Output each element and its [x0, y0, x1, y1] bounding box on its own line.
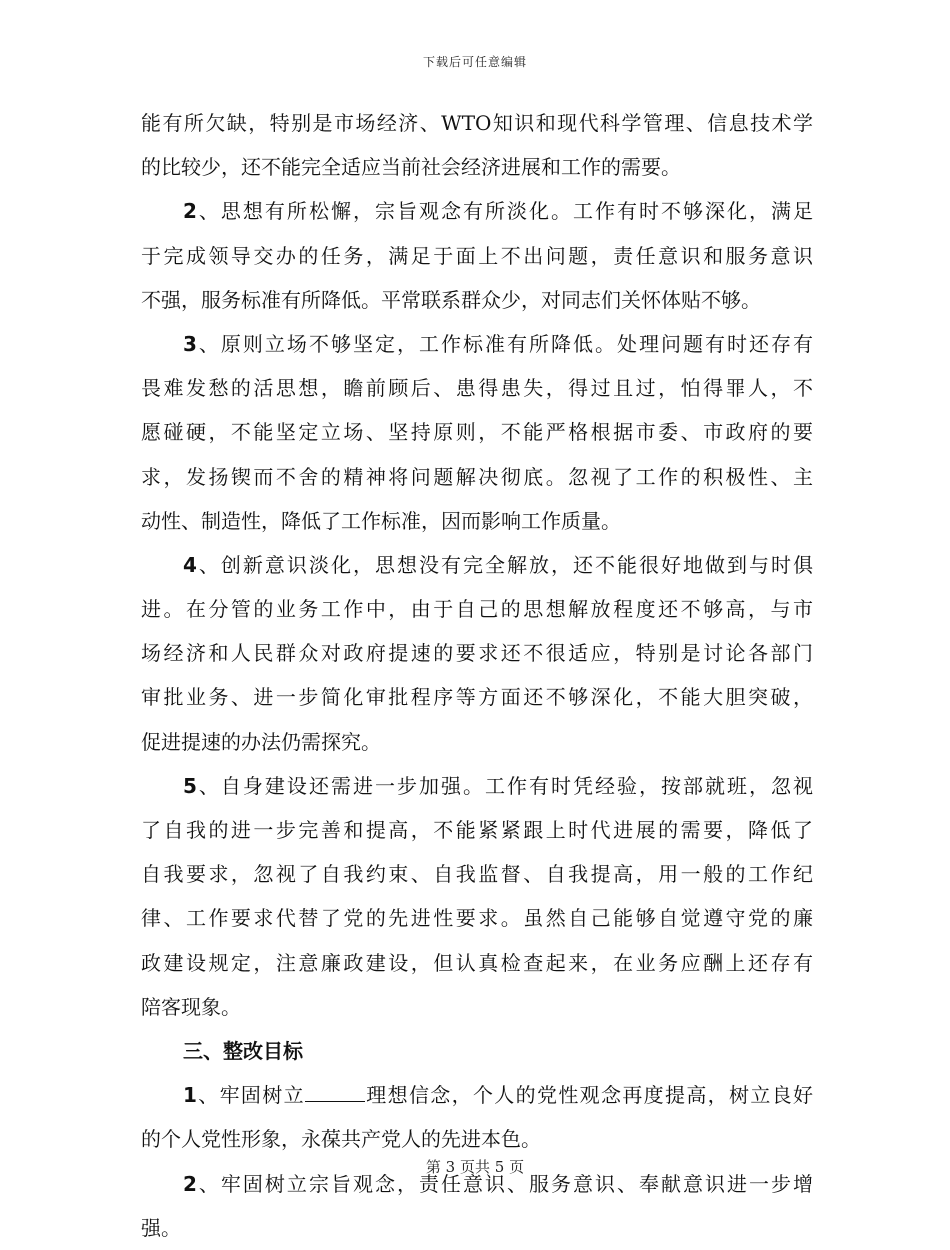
text-run: 理想信念，个人的党性观念再度提高，树立良好 — [364, 1083, 813, 1108]
text-line: 的比较少，还不能完全适应当前社会经济进展和工作的需要。 — [141, 155, 681, 180]
text-line: 愿碰硬，不能坚定立场、坚持原则，不能严格根据市委、市政府的要 — [141, 420, 813, 445]
text-line: 求，发扬锲而不舍的精神将问题解决彻底。忽视了工作的积极性、主 — [141, 464, 813, 489]
paragraph-continuation — [141, 101, 813, 189]
item-number: 3 — [183, 331, 197, 356]
text-line: 能有所欠缺，特别是市场经济、WTO知识和现代科学管理、信息技术学 — [141, 111, 813, 135]
fill-in-blank — [305, 1083, 365, 1102]
item-number: 1 — [183, 1083, 197, 1108]
document-body — [141, 101, 813, 1250]
text-line: 陪客现象。 — [141, 994, 241, 1019]
item-number: 2 — [183, 1171, 197, 1196]
text-run: 、创新意识淡化，思想没有完全解放，还不能很好地做到与时俱 — [196, 552, 813, 577]
text-line: 于完成领导交办的任务，满足于面上不出问题，责任意识和服务意识 — [141, 243, 813, 268]
text-line: 进。在分管的业务工作中，由于自己的思想解放程度还不够高，与市 — [141, 597, 813, 622]
paragraph-item-5 — [141, 764, 813, 1029]
text-run: 、自身建设还需进一步加强。工作有时凭经验，按部就班，忽视 — [196, 773, 813, 798]
item-number: 4 — [183, 552, 197, 577]
goal-item-1 — [141, 1073, 813, 1161]
paragraph-item-3 — [141, 322, 813, 543]
text-line — [141, 764, 813, 808]
text-line: 促进提速的办法仍需探究。 — [141, 729, 381, 754]
text-line: 律、工作要求代替了党的先进性要求。虽然自己能够自觉遵守党的廉 — [141, 906, 813, 931]
text-run: 、牢固树立宗旨观念，责任意识、服务意识、奉献意识进一步增 — [196, 1171, 813, 1196]
text-line: 场经济和人民群众对政府提速的要求还不很适应，特别是讨论各部门 — [141, 641, 813, 666]
paragraph-item-4 — [141, 543, 813, 764]
text-line: 强。 — [141, 1215, 181, 1240]
text-line — [141, 543, 813, 587]
text-run: 、原则立场不够坚定，工作标准有所降低。处理问题有时还存有 — [196, 331, 813, 356]
text-line — [141, 189, 813, 233]
item-number: 2 — [183, 199, 197, 224]
page-footer: 第 3 页共 5 页 — [425, 1158, 525, 1176]
text-line: 自我要求，忽视了自我约束、自我监督、自我提高，用一般的工作纪 — [141, 862, 813, 887]
page-header-note: 下载后可任意编辑 — [422, 55, 527, 69]
text-run: 、牢固树立 — [196, 1083, 305, 1108]
text-line — [141, 322, 813, 366]
text-line: 不强，服务标准有所降低。平常联系群众少，对同志们关怀体贴不够。 — [141, 287, 761, 312]
text-line: 政建设规定，注意廉政建设，但认真检查起来，在业务应酬上还存有 — [141, 950, 813, 975]
section-heading: 三、整改目标 — [183, 1038, 303, 1063]
text-line: 动性、制造性，降低了工作标准，因而影响工作质量。 — [141, 508, 621, 533]
text-line: 的个人党性形象，永葆共产党人的先进本色。 — [141, 1127, 541, 1152]
text-line: 了自我的进一步完善和提高，不能紧紧跟上时代进展的需要，降低了 — [141, 818, 813, 842]
text-line: 畏难发愁的活思想，瞻前顾后、患得患失，得过且过，怕得罪人，不 — [141, 376, 813, 401]
item-number: 5 — [183, 773, 197, 798]
text-run: 、思想有所松懈，宗旨观念有所淡化。工作有时不够深化，满足 — [196, 199, 813, 224]
text-line: 审批业务、进一步简化审批程序等方面还不够深化，不能大胆突破， — [141, 685, 813, 710]
text-line — [141, 1073, 813, 1117]
paragraph-item-2 — [141, 189, 813, 322]
